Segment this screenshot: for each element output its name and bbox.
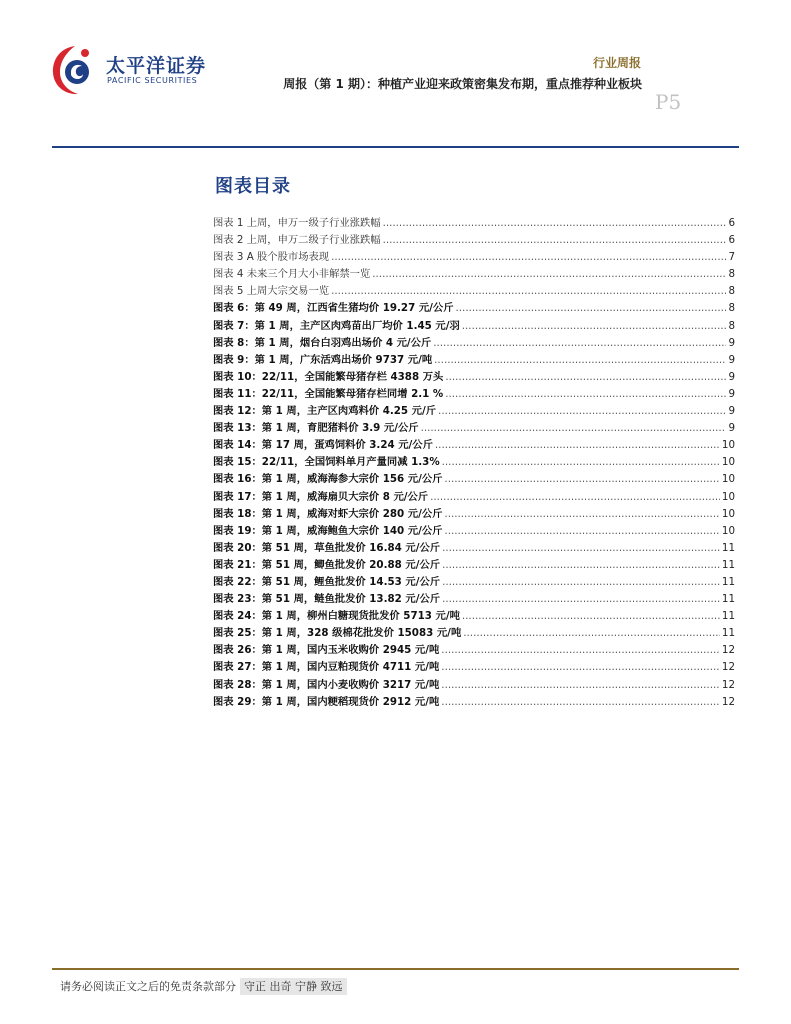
toc-entry[interactable] (213, 641, 735, 658)
toc-entry-label: 图表 16：第 1 周，威海海参大宗价 156 元/公斤 (213, 473, 443, 486)
page-digit: 5 (668, 90, 682, 114)
toc-entry-leader (445, 388, 726, 400)
toc-entry[interactable] (213, 282, 735, 299)
toc-entry-label: 图表 17：第 1 周，威海扇贝大宗价 8 元/公斤 (213, 490, 429, 503)
toc-entry[interactable] (213, 539, 735, 556)
toc-entry-page: 12 (721, 678, 735, 691)
toc-entry-page: 12 (721, 644, 735, 657)
toc-entry-leader (383, 234, 727, 246)
toc-entry-page: 11 (721, 541, 735, 554)
toc-entry-page: 12 (721, 695, 735, 708)
toc-entry-label: 图表 22：第 51 周，鲤鱼批发价 14.53 元/公斤 (213, 575, 441, 588)
toc-entry-label: 图表 1 上周，申万一级子行业涨跌幅 (213, 217, 381, 229)
toc-entry-page: 7 (728, 251, 735, 264)
toc-entry-page: 10 (721, 456, 735, 469)
toc-entry-page: 10 (721, 439, 735, 452)
toc-entry[interactable] (213, 231, 735, 248)
logo-english-name: PACIFIC SECURITIES (107, 76, 198, 85)
toc-entry-label: 图表 6：第 49 周，江西省生猪均价 19.27 元/公斤 (213, 302, 454, 315)
toc-entry-leader (462, 320, 727, 332)
footer-divider (52, 968, 739, 970)
toc-entry[interactable] (213, 607, 735, 624)
toc-entry-label: 图表 23：第 51 周，鲢鱼批发价 13.82 元/公斤 (213, 593, 441, 606)
toc-entry[interactable] (213, 624, 735, 641)
toc-entry-leader (331, 251, 726, 263)
footer-motto: 守正 出奇 宁静 致远 (240, 978, 347, 995)
toc-entry[interactable] (213, 522, 735, 539)
toc-entry-page: 12 (721, 661, 735, 674)
toc-entry-page: 6 (728, 217, 735, 229)
toc-entry-page: 9 (728, 422, 735, 435)
toc-entry-leader (430, 491, 720, 503)
toc-entry-page: 10 (721, 507, 735, 520)
toc-entry-leader (456, 302, 727, 314)
toc-entry-label: 图表 20：第 51 周，草鱼批发价 16.84 元/公斤 (213, 541, 441, 554)
toc-entry[interactable] (213, 488, 735, 505)
toc-entry-page: 8 (728, 302, 735, 315)
toc-entry-label: 图表 28：第 1 周，国内小麦收购价 3217 元/吨 (213, 678, 440, 691)
toc-entry[interactable] (213, 385, 735, 402)
toc-entry-leader (372, 268, 726, 280)
toc-entry-label: 图表 27：第 1 周，国内豆粕现货价 4711 元/吨 (213, 661, 440, 674)
toc-entry-label: 图表 24：第 1 周，柳州白糖现货批发价 5713 元/吨 (213, 610, 460, 623)
toc-entry-page: 9 (728, 405, 735, 418)
toc-entry-leader (442, 456, 720, 468)
toc-entry-leader (442, 576, 720, 588)
toc-entry-leader (441, 679, 720, 691)
toc-entry-leader (433, 337, 726, 349)
toc-entry-leader (438, 405, 726, 417)
toc-entry[interactable] (213, 505, 735, 522)
toc-entry-leader (444, 525, 719, 537)
toc-entry-page: 11 (721, 627, 735, 640)
toc-entry-label: 图表 10：22/11，全国能繁母猪存栏 4388 万头 (213, 370, 444, 383)
toc-entry[interactable] (213, 419, 735, 436)
toc-entry-leader (421, 422, 727, 434)
toc-entry-page: 9 (728, 370, 735, 383)
toc-entry-page: 8 (728, 285, 735, 298)
toc-entry-page: 8 (728, 319, 735, 332)
toc-entry-label: 图表 2 上周，申万二级子行业涨跌幅 (213, 234, 381, 247)
toc-entry-label: 图表 7：第 1 周，主产区肉鸡苗出厂均价 1.45 元/羽 (213, 319, 460, 332)
toc-entry-label: 图表 5 上周大宗交易一览 (213, 285, 330, 298)
toc-entry-label: 图表 13：第 1 周，育肥猪料价 3.9 元/公斤 (213, 422, 419, 435)
pacific-securities-logo-icon (50, 42, 100, 98)
toc-entry-leader (444, 473, 719, 485)
toc-entry-label: 图表 3 A 股个股市场表现 (213, 251, 330, 264)
toc-entry-page: 9 (728, 336, 735, 349)
toc-entry[interactable] (213, 470, 735, 487)
toc-entry-page: 11 (721, 575, 735, 588)
toc-entry-leader (331, 285, 726, 297)
toc-entry-label: 图表 11：22/11，全国能繁母猪存栏同增 2.1 % (213, 387, 444, 400)
toc-entry[interactable] (213, 556, 735, 573)
toc-entry-leader (383, 217, 727, 229)
toc-entry-label: 图表 14：第 17 周，蛋鸡饲料价 3.24 元/公斤 (213, 439, 433, 452)
logo-chinese-name: 太平洋证券 (106, 55, 207, 77)
page-letter: P (655, 90, 669, 114)
toc-entry[interactable] (213, 368, 735, 385)
toc-entry-page: 10 (721, 524, 735, 537)
footer (60, 978, 347, 994)
toc-entry-label: 图表 18：第 1 周，威海对虾大宗价 280 元/公斤 (213, 507, 443, 520)
report-title: 周报（第 1 期）：种植产业迎来政策密集发布期，重点推荐种业板块 (283, 77, 642, 91)
toc-entry-page: 10 (721, 473, 735, 486)
toc-entry[interactable] (213, 334, 735, 351)
toc-entry[interactable] (213, 299, 735, 316)
toc-entry-leader (463, 627, 720, 639)
toc-entry-label: 图表 12：第 1 周，主产区肉鸡料价 4.25 元/斤 (213, 405, 437, 418)
toc-entry-leader (462, 610, 720, 622)
footer-disclaimer: 请务必阅读正文之后的免责条款部分 (60, 980, 236, 993)
report-type-label: 行业周报 (592, 56, 641, 70)
toc-entry[interactable] (213, 402, 735, 419)
toc-entry-leader (434, 354, 726, 366)
toc-entry-label: 图表 29：第 1 周，国内粳稻现货价 2912 元/吨 (213, 695, 440, 708)
toc-entry[interactable] (213, 676, 735, 693)
header-divider (52, 146, 739, 148)
toc-heading: 图表目录 (215, 176, 291, 197)
toc-entry-leader (441, 644, 720, 656)
toc-entry-page: 10 (721, 490, 735, 503)
toc-entry-page: 11 (721, 558, 735, 571)
toc-entry-page: 9 (728, 387, 735, 400)
toc-entry-leader (441, 661, 720, 673)
toc-entry-label: 图表 26：第 1 周，国内玉米收购价 2945 元/吨 (213, 644, 440, 657)
toc-entry-leader (444, 508, 719, 520)
toc-entry-label: 图表 19：第 1 周，威海鲍鱼大宗价 140 元/公斤 (213, 524, 443, 537)
toc-entry-leader (441, 696, 720, 708)
toc-entry[interactable] (213, 265, 735, 282)
toc-entry[interactable] (213, 453, 735, 470)
toc-entry-label: 图表 8：第 1 周，烟台白羽鸡出场价 4 元/公斤 (213, 336, 432, 349)
figure-toc-list (213, 214, 735, 710)
toc-entry-label: 图表 4 未来三个月大小非解禁一览 (213, 268, 371, 281)
page-number (655, 82, 681, 117)
toc-entry[interactable] (213, 214, 735, 231)
toc-entry[interactable] (213, 317, 735, 334)
toc-entry[interactable] (213, 573, 735, 590)
toc-entry[interactable] (213, 590, 735, 607)
toc-entry[interactable] (213, 248, 735, 265)
toc-entry[interactable] (213, 436, 735, 453)
toc-entry-page: 9 (728, 353, 735, 366)
toc-entry[interactable] (213, 351, 735, 368)
toc-entry-label: 图表 25：第 1 周，328 级棉花批发价 15083 元/吨 (213, 627, 462, 640)
toc-entry-label: 图表 21：第 51 周，鲫鱼批发价 20.88 元/公斤 (213, 558, 441, 571)
toc-entry-label: 图表 15：22/11，全国饲料单月产量同减 1.3% (213, 456, 440, 469)
toc-entry-page: 8 (728, 268, 735, 281)
toc-entry-leader (442, 593, 720, 605)
toc-entry-leader (442, 559, 720, 571)
toc-entry-page: 11 (721, 593, 735, 606)
toc-entry-label: 图表 9：第 1 周，广东活鸡出场价 9737 元/吨 (213, 353, 433, 366)
toc-entry-page: 6 (728, 234, 735, 247)
toc-entry-leader (435, 439, 720, 451)
company-logo (50, 42, 210, 98)
toc-entry-page: 11 (721, 610, 735, 623)
toc-entry-leader (442, 542, 720, 554)
toc-entry[interactable] (213, 658, 735, 675)
toc-entry-leader (445, 371, 726, 383)
toc-entry[interactable] (213, 693, 735, 710)
